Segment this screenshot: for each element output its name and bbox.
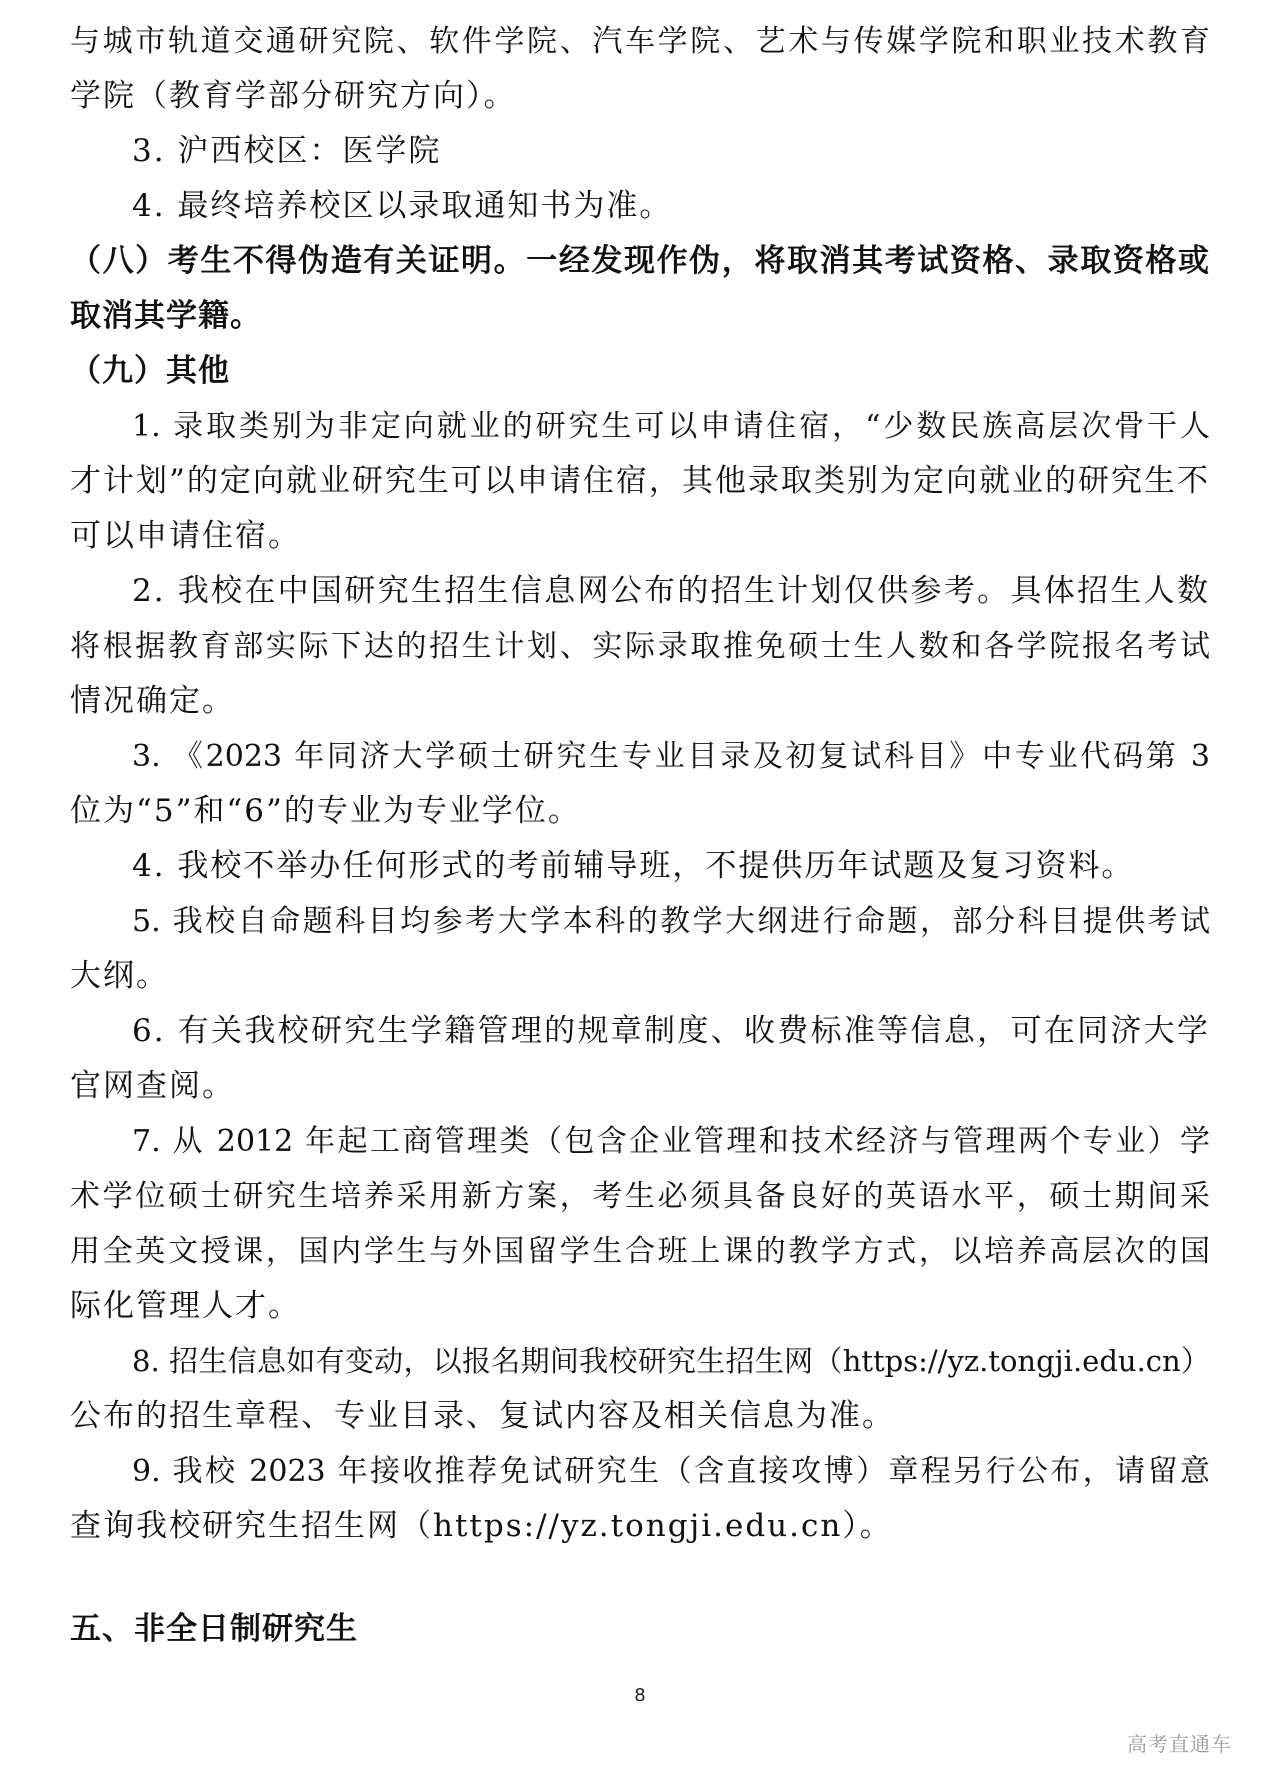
text-line: 与城市轨道交通研究院、软件学院、汽车学院、艺术与传媒学院和职业技术教育 (70, 24, 1210, 59)
list-item: 1. 录取类别为非定向就业的研究生可以申请住宿，“少数民族高层次骨干人 (132, 409, 1210, 444)
text-line: 查询我校研究生招生网（https://yz.tongji.edu.cn）。 (70, 1508, 893, 1544)
list-item: 7. 从 2012 年起工商管理类（包含企业管理和技术经济与管理两个专业）学 (132, 1124, 1210, 1159)
text-line: 官网查阅。 (70, 1068, 235, 1104)
subsection-heading: （九）其他 (70, 353, 230, 389)
text-line: 术学位硕士研究生培养采用新方案，考生必须具备良好的英语水平，硕士期间采 (70, 1179, 1210, 1214)
list-item: 3. 《2023 年同济大学硕士研究生专业目录及初复试科目》中专业代码第 3 (132, 739, 1210, 774)
bold-paragraph: （八）考生不得伪造有关证明。一经发现作伪，将取消其考试资格、录取资格或 (70, 243, 1210, 279)
list-item: 3. 沪西校区：医学院 (132, 133, 442, 169)
text-line: 学院（教育学部分研究方向）。 (70, 78, 517, 114)
list-item: 6. 有关我校研究生学籍管理的规章制度、收费标准等信息，可在同济大学 (132, 1013, 1210, 1049)
text-line: 情况确定。 (70, 683, 235, 719)
text-line: 大纲。 (70, 958, 169, 994)
text-line: 位为“5”和“6”的专业为专业学位。 (70, 793, 581, 829)
text-line: 可以申请住宿。 (70, 518, 301, 554)
spacer (70, 1554, 1210, 1602)
text-line: 将根据教育部实际下达的招生计划、实际录取推免硕士生人数和各学院报名考试 (70, 629, 1210, 664)
text-line: 际化管理人才。 (70, 1288, 301, 1324)
text-line: 公布的招生章程、专业目录、复试内容及相关信息为准。 (70, 1398, 895, 1434)
page-number: 8 (634, 1685, 646, 1706)
text-line: 用全英文授课，国内学生与外国留学生合班上课的教学方式，以培养高层次的国 (70, 1234, 1210, 1269)
list-item: 4. 最终培养校区以录取通知书为准。 (132, 188, 673, 224)
bold-paragraph: 取消其学籍。 (70, 298, 262, 334)
list-item: 8. 招生信息如有变动，以报名期间我校研究生招生网（https://yz.tongji.edu.cn） (132, 1344, 1210, 1378)
watermark: 高考直通车 (1127, 1732, 1232, 1756)
section-heading: 五、非全日制研究生 (70, 1611, 358, 1647)
list-item: 9. 我校 2023 年接收推荐免试研究生（含直接攻博）章程另行公布，请留意 (132, 1454, 1210, 1489)
text-line: 才计划”的定向就业研究生可以申请住宿，其他录取类别为定向就业的研究生不 (70, 463, 1210, 499)
document-body (70, 14, 1210, 1657)
list-item: 2. 我校在中国研究生招生信息网公布的招生计划仅供参考。具体招生人数 (132, 573, 1210, 609)
list-item: 5. 我校自命题科目均参考大学本科的教学大纲进行命题，部分科目提供考试 (132, 904, 1210, 939)
list-item: 4. 我校不举办任何形式的考前辅导班，不提供历年试题及复习资料。 (132, 848, 1135, 884)
